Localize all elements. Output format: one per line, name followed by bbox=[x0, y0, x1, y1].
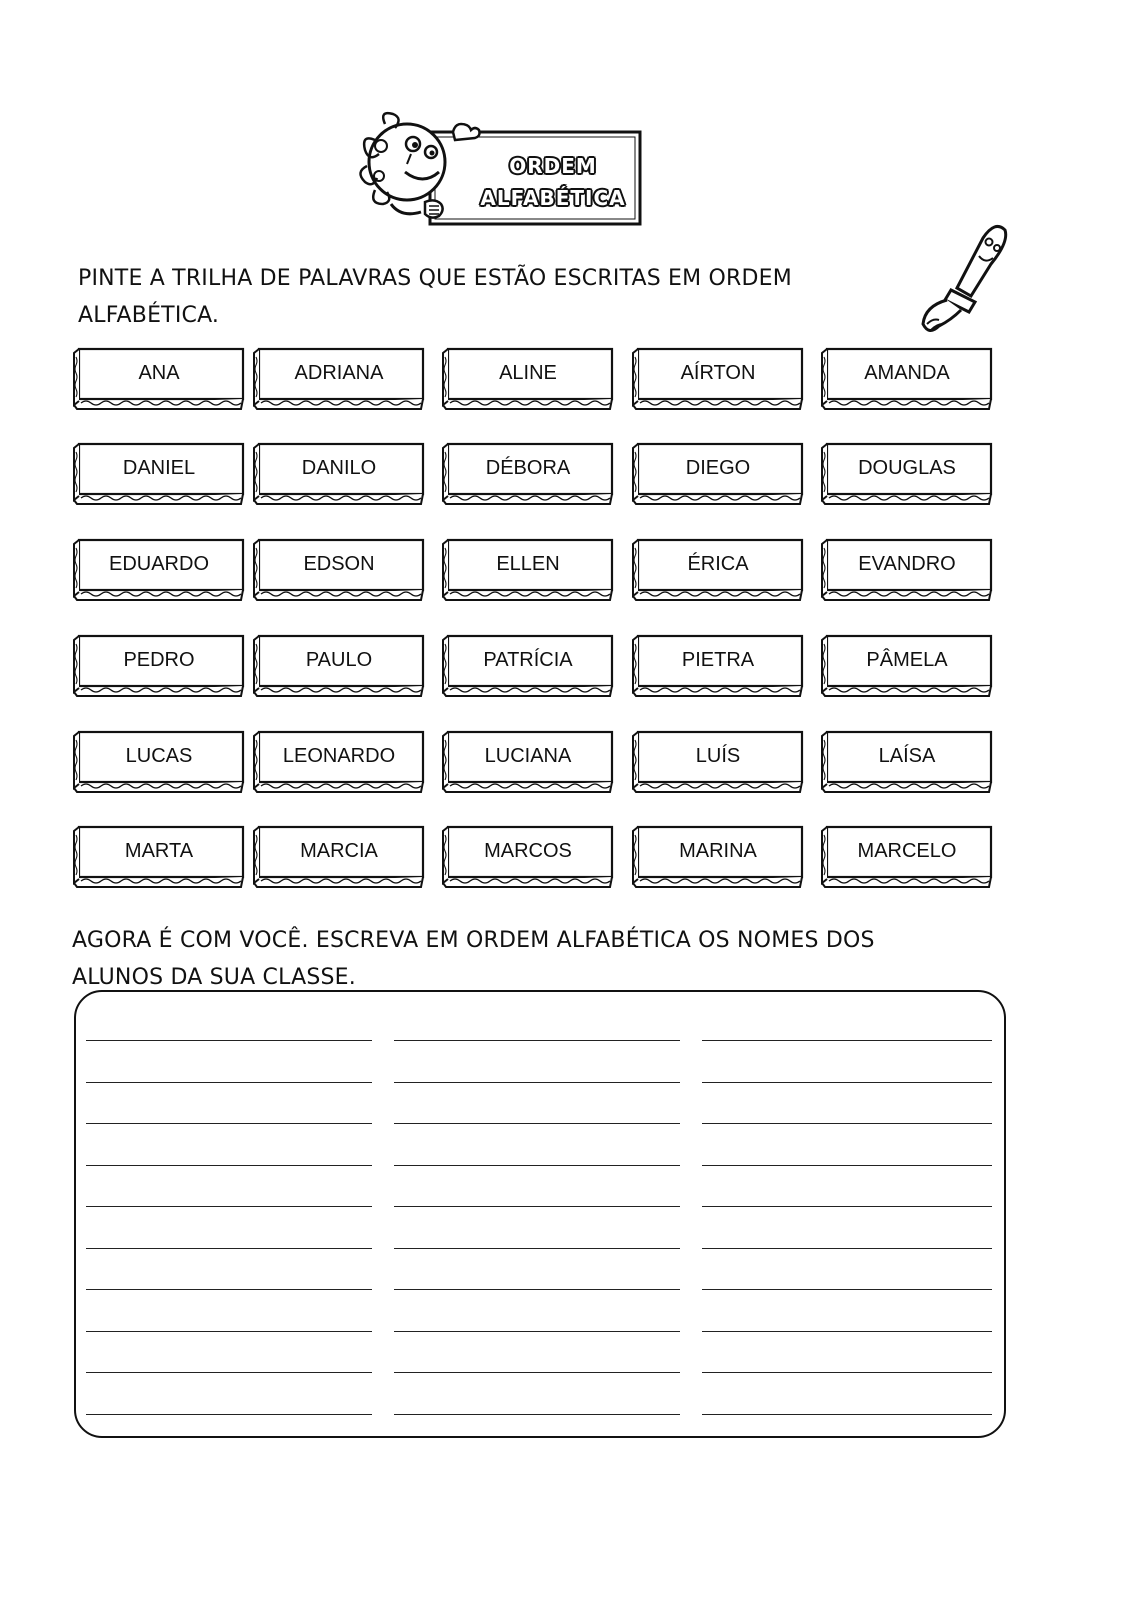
writing-line[interactable] bbox=[86, 1372, 372, 1373]
writing-line[interactable] bbox=[394, 1331, 680, 1332]
brick-label: MARTA bbox=[124, 840, 194, 862]
brick-label: MARCOS bbox=[484, 840, 572, 862]
writing-line[interactable] bbox=[86, 1248, 372, 1249]
sign-title-line1: ORDEM bbox=[509, 154, 597, 178]
name-brick[interactable] bbox=[73, 825, 245, 889]
name-brick[interactable] bbox=[821, 538, 993, 602]
brick-label: ADRIANA bbox=[294, 362, 384, 384]
brick-label: ALINE bbox=[499, 362, 557, 384]
writing-line[interactable] bbox=[86, 1123, 372, 1124]
sign-title bbox=[453, 150, 653, 214]
writing-line[interactable] bbox=[702, 1331, 992, 1332]
name-brick[interactable] bbox=[632, 442, 804, 506]
brick-label: PÂMELA bbox=[866, 649, 948, 671]
name-brick[interactable] bbox=[821, 347, 993, 411]
name-brick[interactable] bbox=[253, 825, 425, 889]
brick-label: LAÍSA bbox=[878, 745, 936, 767]
instruction-write-names bbox=[72, 922, 1032, 996]
instruction-line: ALUNOS DA SUA CLASSE. bbox=[72, 965, 356, 990]
name-brick[interactable] bbox=[632, 538, 804, 602]
brick-label: MARCIA bbox=[300, 840, 378, 862]
instruction-paint-trail bbox=[78, 260, 898, 334]
brick-label: AÍRTON bbox=[680, 362, 756, 384]
writing-line[interactable] bbox=[394, 1372, 680, 1373]
name-brick[interactable] bbox=[442, 634, 614, 698]
writing-line[interactable] bbox=[394, 1206, 680, 1207]
writing-line[interactable] bbox=[394, 1165, 680, 1166]
name-brick[interactable] bbox=[821, 730, 993, 794]
brick-label: DIEGO bbox=[685, 457, 751, 479]
name-brick[interactable] bbox=[73, 442, 245, 506]
name-brick[interactable] bbox=[253, 347, 425, 411]
brick-label: MARINA bbox=[679, 840, 757, 862]
brick-label: DANIEL bbox=[122, 457, 196, 479]
writing-line[interactable] bbox=[702, 1082, 992, 1083]
writing-line[interactable] bbox=[394, 1082, 680, 1083]
name-brick[interactable] bbox=[73, 730, 245, 794]
name-brick[interactable] bbox=[442, 825, 614, 889]
name-brick[interactable] bbox=[821, 442, 993, 506]
writing-line[interactable] bbox=[394, 1414, 680, 1415]
writing-line[interactable] bbox=[86, 1082, 372, 1083]
name-brick[interactable] bbox=[442, 442, 614, 506]
brick-label: DÉBORA bbox=[485, 457, 571, 479]
brick-label: DANILO bbox=[301, 457, 377, 479]
name-brick[interactable] bbox=[632, 634, 804, 698]
brick-label: PIETRA bbox=[681, 649, 755, 671]
writing-line[interactable] bbox=[702, 1206, 992, 1207]
name-brick[interactable] bbox=[632, 825, 804, 889]
name-brick[interactable] bbox=[442, 538, 614, 602]
writing-line[interactable] bbox=[702, 1040, 992, 1041]
writing-line[interactable] bbox=[702, 1289, 992, 1290]
brick-label: DOUGLAS bbox=[858, 457, 956, 479]
sign-title-line2: ALFABÉTICA bbox=[480, 186, 626, 210]
brick-label: EDSON bbox=[303, 553, 375, 575]
brick-label: PATRÍCIA bbox=[483, 649, 573, 671]
name-brick[interactable] bbox=[253, 538, 425, 602]
name-brick[interactable] bbox=[253, 730, 425, 794]
paintbrush-icon bbox=[905, 220, 1015, 345]
name-brick[interactable] bbox=[73, 634, 245, 698]
writing-line[interactable] bbox=[394, 1123, 680, 1124]
writing-line[interactable] bbox=[394, 1248, 680, 1249]
writing-line[interactable] bbox=[702, 1372, 992, 1373]
title-illustration bbox=[345, 110, 655, 235]
writing-line[interactable] bbox=[86, 1331, 372, 1332]
writing-line[interactable] bbox=[86, 1414, 372, 1415]
name-brick[interactable] bbox=[632, 730, 804, 794]
writing-line[interactable] bbox=[702, 1414, 992, 1415]
brick-label: EDUARDO bbox=[108, 553, 209, 575]
name-brick[interactable] bbox=[442, 347, 614, 411]
name-brick[interactable] bbox=[632, 347, 804, 411]
name-brick[interactable] bbox=[821, 634, 993, 698]
writing-line[interactable] bbox=[86, 1165, 372, 1166]
brick-label: LUÍS bbox=[695, 745, 741, 767]
brick-label: ANA bbox=[138, 362, 180, 384]
writing-line[interactable] bbox=[394, 1289, 680, 1290]
writing-line[interactable] bbox=[702, 1165, 992, 1166]
name-brick[interactable] bbox=[253, 442, 425, 506]
writing-line[interactable] bbox=[86, 1206, 372, 1207]
brick-label: LEONARDO bbox=[282, 745, 396, 767]
brick-label: LUCAS bbox=[125, 745, 193, 767]
brick-label: PAULO bbox=[305, 649, 373, 671]
brick-label: ÉRICA bbox=[687, 553, 749, 575]
writing-line[interactable] bbox=[702, 1248, 992, 1249]
brick-label: EVANDRO bbox=[858, 553, 956, 575]
name-brick[interactable] bbox=[73, 347, 245, 411]
writing-line[interactable] bbox=[86, 1040, 372, 1041]
writing-line[interactable] bbox=[702, 1123, 992, 1124]
instruction-line: ALFABÉTICA. bbox=[78, 303, 220, 328]
instruction-line: AGORA É COM VOCÊ. ESCREVA EM ORDEM ALFABÉTICA OS NOMES DOS bbox=[72, 928, 875, 953]
brick-label: ELLEN bbox=[496, 553, 560, 575]
name-brick[interactable] bbox=[73, 538, 245, 602]
writing-line[interactable] bbox=[394, 1040, 680, 1041]
writing-area bbox=[74, 990, 1006, 1438]
brick-label: PEDRO bbox=[123, 649, 195, 671]
brick-label: AMANDA bbox=[864, 362, 950, 384]
writing-line[interactable] bbox=[86, 1289, 372, 1290]
name-brick[interactable] bbox=[253, 634, 425, 698]
brick-label: LUCIANA bbox=[484, 745, 572, 767]
name-brick[interactable] bbox=[821, 825, 993, 889]
name-brick[interactable] bbox=[442, 730, 614, 794]
instruction-line: PINTE A TRILHA DE PALAVRAS QUE ESTÃO ESCRITAS EM ORDEM bbox=[78, 266, 792, 291]
brick-label: MARCELO bbox=[857, 840, 957, 862]
